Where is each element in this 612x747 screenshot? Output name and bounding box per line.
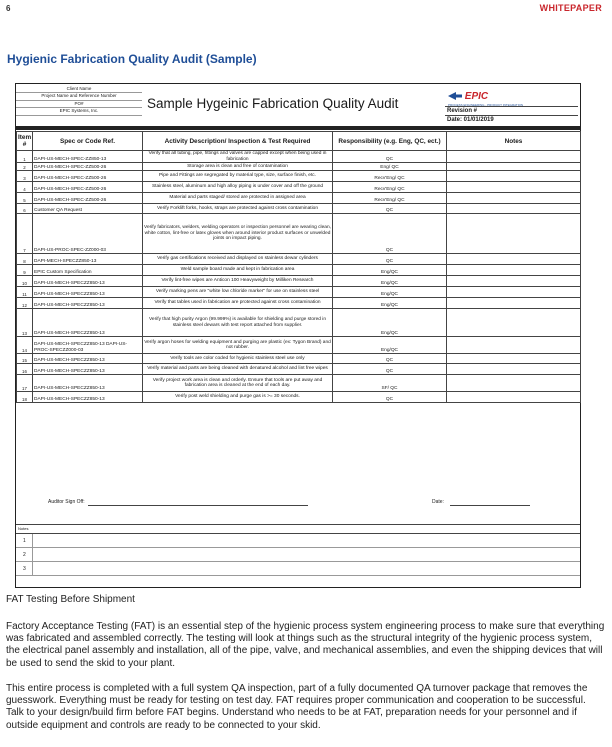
logo-tagline: PROCESS ENGINEERING - PRODUCT INTEGRATION [448, 103, 524, 107]
table-row [17, 375, 581, 392]
table-row [17, 337, 581, 354]
spec-ref: DAPI-US-MECH-SPECZZ850-13 [33, 375, 143, 392]
responsibility: Eng/QC [333, 276, 447, 287]
notes-cell[interactable] [447, 375, 581, 392]
table-row [17, 392, 581, 403]
logo-arrow-icon [448, 92, 462, 100]
item-number: 10 [17, 276, 33, 287]
revision-label: Revision # [445, 106, 578, 115]
epic-logo [448, 86, 568, 107]
activity-description: Weld sample board made and kept in fabrication area [143, 265, 333, 276]
responsibility: QC [333, 364, 447, 375]
item-number: 5 [17, 193, 33, 204]
audit-form [15, 83, 581, 588]
table-row [17, 182, 581, 193]
item-number: 13 [17, 309, 33, 337]
project-name-label: Project Name and Reference Number [16, 93, 142, 100]
item-number: 17 [17, 375, 33, 392]
activity-description: Verify that tables used in fabrication are protected against cross contamination [143, 298, 333, 309]
responsibility: QC [333, 354, 447, 364]
note-number: 2 [23, 552, 26, 558]
item-number: 11 [17, 287, 33, 298]
activity-description: Verify that all tubing, pipe, fittings and valves are capped except when being used in fabrication [143, 151, 333, 163]
table-row [17, 163, 581, 171]
date-sign-line[interactable] [450, 505, 530, 506]
notes-cell[interactable] [447, 276, 581, 287]
item-number: 7 [17, 214, 33, 254]
responsibility: Eng/QC [333, 265, 447, 276]
table-header-row [17, 132, 581, 151]
spec-ref: DAPI-US-MECH-SPECZZ850-13 [33, 276, 143, 287]
table-row [17, 287, 581, 298]
responsibility: Eng/ QC [333, 163, 447, 171]
notes-cell[interactable] [447, 265, 581, 276]
activity-description: Verify tools are color coded for hygienic stainless steel use only [143, 354, 333, 364]
form-header [16, 84, 580, 126]
page-number: 6 [6, 4, 11, 13]
note-number: 3 [23, 566, 26, 572]
item-number: 12 [17, 298, 33, 309]
activity-description: Verify fabricators, welders, welding operators or inspection personnel are wearing clean, white cotton, lint-free or latex gloves when around interior product surfaces or unwelded joints on impact piping. [143, 214, 333, 254]
table-body [17, 151, 581, 403]
notes-section [16, 524, 580, 576]
notes-cell[interactable] [447, 354, 581, 364]
table-row [17, 309, 581, 337]
document-title: Hygienic Fabrication Quality Audit (Sample) [7, 52, 257, 66]
notes-cell[interactable] [447, 309, 581, 337]
item-number: 6 [17, 204, 33, 214]
activity-description: Verify lint-free wipes are Anticon 100 Heavyweight by Milliken Research [143, 276, 333, 287]
spec-ref: DAPI-US-MECH-SPECZZ850-13 [33, 392, 143, 403]
notes-cell[interactable] [447, 163, 581, 171]
responsibility: Eng/QC [333, 309, 447, 337]
notes-cell[interactable] [447, 214, 581, 254]
audit-table [16, 131, 581, 403]
table-row [17, 193, 581, 204]
activity-description: Material and parts staged/ stored are protected in assigned area [143, 193, 333, 204]
spec-ref: DAPI-US-MECH-SPECZZ850-13 [33, 364, 143, 375]
activity-description: Verify project work area is clean and orderly. Ensure that tools are put away and fabrication area is cleaned at the end of each day. [143, 375, 333, 392]
spec-ref: DAPI-US-MECH-SPECZZ850-13 DAPI-US-PROC-SPECZZ000-03 [33, 337, 143, 354]
responsibility: Recv'Eng/ QC [333, 182, 447, 193]
item-number: 4 [17, 182, 33, 193]
notes-cell[interactable] [447, 298, 581, 309]
col-activity-header: Activity Description/ Inspection & Test Required [143, 132, 333, 151]
activity-description: Storage area is clean and free of contamination [143, 163, 333, 171]
col-responsibility-header: Responsibility (e.g. Eng, QC, ect.) [333, 132, 447, 151]
notes-cell[interactable] [447, 337, 581, 354]
spec-ref: DAPI-US-MECH-SPECZZ850-13 [33, 298, 143, 309]
signature-row [16, 492, 580, 512]
item-number: 2 [17, 163, 33, 171]
activity-description: Verify post weld shielding and purge gas is >= 30 seconds. [143, 392, 333, 403]
table-row [17, 214, 581, 254]
spec-ref: DAPI-US-MECH-SPEC-ZZ500-26 [33, 182, 143, 193]
notes-cell[interactable] [447, 204, 581, 214]
table-row [17, 171, 581, 182]
table-row [17, 364, 581, 375]
table-row [17, 204, 581, 214]
activity-description: Verify material and parts are being cleaned with denatured alcohol and lint free wipes [143, 364, 333, 375]
spec-ref: DAPI-US-MECH-SPEC-ZZ850-13 [33, 151, 143, 163]
date-label: Date: 01/01/2019 [445, 115, 578, 124]
item-number: 9 [17, 265, 33, 276]
responsibility: Eng/QC [333, 287, 447, 298]
auditor-sign-label: Auditor Sign Off: [48, 499, 85, 505]
responsibility: Recv'Eng/ QC [333, 193, 447, 204]
table-row [17, 254, 581, 265]
po-label: PO# [16, 101, 142, 108]
item-number: 14 [17, 337, 33, 354]
responsibility: Eng/QC [333, 337, 447, 354]
spec-ref: DAPI-US-MECH-SPEC-ZZ500-26 [33, 171, 143, 182]
section-caption: FAT Testing Before Shipment [6, 594, 135, 605]
responsibility: Recv'Eng/ QC [333, 171, 447, 182]
date-sign-label: Date: [432, 499, 444, 505]
spec-ref: DAPI-US-PROC-SPEC-ZZ000-03 [33, 214, 143, 254]
spec-ref: DAPI-US-MECH-SPEC-ZZ500-26 [33, 163, 143, 171]
activity-description: Verify marking pens are "white low chloride marker" for use on stainless steel [143, 287, 333, 298]
responsibility: SF/ QC [333, 375, 447, 392]
spec-ref: DAPI-US-MECH-SPECZZ850-13 [33, 287, 143, 298]
paragraph-fat-intro: Factory Acceptance Testing (FAT) is an essential step of the hygienic process system engineering process to make sure that everything was fabricated and assembled correctly. The testing will look at things such as the structural integrity of the hygienic process system, the electrical panel assembly and installation, all of the pipe, valve, and mechanical assemblies, and even the shipping devices that will be used to send the skid to your plant. [6, 621, 605, 669]
activity-description: Verify argon hoses for welding equipment and purging are plastic (ex: Tygon Brand) and not rubber. [143, 337, 333, 354]
col-item-header: Item # [17, 132, 33, 151]
responsibility: QC [333, 214, 447, 254]
table-row [17, 298, 581, 309]
spec-ref: DAPI-US-MECH-SPECZZ850-13 [33, 309, 143, 337]
notes-header: Notes [16, 524, 580, 534]
auditor-sign-line[interactable] [88, 505, 308, 506]
notes-cell[interactable] [447, 151, 581, 163]
note-row[interactable] [16, 562, 580, 576]
spec-ref: DAPI-US-MECH-SPEC-ZZ500-26 [33, 193, 143, 204]
item-number: 8 [17, 254, 33, 265]
company-label: EPIC Systems, Inc. [16, 108, 142, 115]
col-spec-header: Spec or Code Ref. [33, 132, 143, 151]
item-number: 16 [17, 364, 33, 375]
note-row[interactable] [16, 534, 580, 548]
responsibility: QC [333, 151, 447, 163]
notes-cell[interactable] [447, 193, 581, 204]
table-row [17, 151, 581, 163]
table-row [17, 276, 581, 287]
notes-cell[interactable] [447, 364, 581, 375]
item-number: 3 [17, 171, 33, 182]
paragraph-qa-process: This entire process is completed with a full system QA inspection, part of a fully documented QA turnover package that removes the guesswork. Everything must be ready for testing on test day. FAT requires proper communication and cooperation to be successful. Talk to your design/build firm before FAT begins. Understand who needs to be at FAT, preparation needs for your personnel and if outside equipment and controls are ready to be connected to your skid. [6, 683, 588, 731]
spec-ref: DAPI-US-MECH-SPECZZ850-13 [33, 354, 143, 364]
spec-ref: DAPI-MECH-SPECZZ850-13 [33, 254, 143, 265]
notes-cell[interactable] [447, 254, 581, 265]
page-header [0, 0, 612, 14]
note-row[interactable] [16, 548, 580, 562]
note-number: 1 [23, 538, 26, 544]
item-number: 18 [17, 392, 33, 403]
activity-description: Verify Forklift forks, hooks, straps are protected against cross contamination [143, 204, 333, 214]
notes-cell[interactable] [447, 287, 581, 298]
table-row [17, 354, 581, 364]
responsibility: QC [333, 204, 447, 214]
activity-description: Verify that high purity Argon (99.999%) is available for shielding and purge stored in stainless steel dewars with test report attached from supplier. [143, 309, 333, 337]
notes-cell[interactable] [447, 392, 581, 403]
logo-text: EPIC [464, 91, 489, 102]
responsibility: Eng/QC [333, 298, 447, 309]
responsibility: QC [333, 254, 447, 265]
spec-ref: Customer QA Request [33, 204, 143, 214]
form-title: Sample Hygeinic Fabrication Quality Audit [147, 96, 399, 111]
notes-cell[interactable] [447, 171, 581, 182]
item-number: 1 [17, 151, 33, 163]
activity-description: Verify gas certifications received and displayed on stainless dewar cylinders [143, 254, 333, 265]
client-name-label: Client Name [16, 86, 142, 93]
responsibility: QC [333, 392, 447, 403]
whitepaper-label: WHITEPAPER [539, 3, 602, 13]
notes-cell[interactable] [447, 182, 581, 193]
header-divider [16, 126, 580, 130]
table-row [17, 265, 581, 276]
item-number: 15 [17, 354, 33, 364]
spec-ref: EPIC Custom Specification [33, 265, 143, 276]
activity-description: Pipe and Fittings are segregated by material type, size, surface finish, etc. [143, 171, 333, 182]
client-info [16, 86, 142, 116]
logo-mark [448, 91, 488, 102]
col-notes-header: Notes [447, 132, 581, 151]
activity-description: Stainless steel, aluminum and high alloy piping is under cover and off the ground [143, 182, 333, 193]
